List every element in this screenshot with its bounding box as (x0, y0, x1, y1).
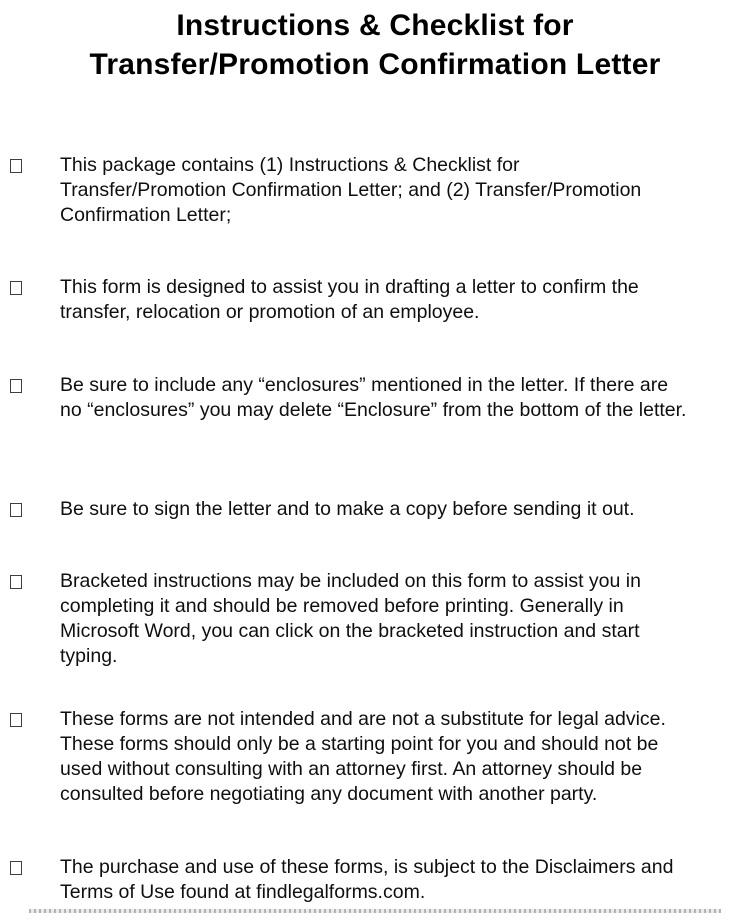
checklist-item-line: used without consulting with an attorney first. An attorney should be (60, 758, 643, 780)
checklist-item-line: Confirmation Letter; (60, 204, 232, 226)
checklist-item-text (60, 153, 641, 228)
checklist-item-line: This form is designed to assist you in drafting a letter to confirm the (60, 276, 639, 298)
checklist-item (0, 373, 750, 423)
checklist-item-line: typing. (60, 645, 118, 667)
checklist-item-line: Microsoft Word, you can click on the bracketed instruction and start (60, 620, 640, 642)
checklist-item-line: transfer, relocation or promotion of an employee. (60, 301, 480, 323)
checklist-item-text (60, 707, 666, 807)
checklist-item-text (60, 497, 635, 522)
checklist-item (0, 569, 750, 669)
checkbox-icon (10, 713, 22, 727)
checklist-item-line: Transfer/Promotion Confirmation Letter; and (2) Transfer/Promotion (60, 179, 642, 201)
checklist-item-line: Be sure to include any “enclosures” mentioned in the letter. If there are (60, 374, 669, 396)
checklist-item-line: Bracketed instructions may be included on this form to assist you in (60, 570, 641, 592)
page-title-line-2: Transfer/Promotion Confirmation Letter (89, 48, 661, 81)
checklist-item-line: Be sure to sign the letter and to make a copy before sending it out. (60, 498, 635, 520)
checklist-item-text (60, 569, 641, 669)
checklist-item (0, 153, 750, 228)
checkbox-icon (10, 159, 22, 173)
checklist-item-line: completing it and should be removed before printing. Generally in (60, 595, 624, 617)
checklist-item (0, 707, 750, 807)
checklist-item (0, 497, 750, 522)
checkbox-icon (10, 861, 22, 875)
checklist-item-line: These forms should only be a starting point for you and should not be (60, 733, 659, 755)
checklist-item-text (60, 373, 686, 423)
instructions-checklist (0, 153, 750, 905)
checklist-item-line: These forms are not intended and are not a substitute for legal advice. (60, 708, 666, 730)
checkbox-icon (10, 379, 22, 393)
checklist-item-line: no “enclosures” you may delete “Enclosure” from the bottom of the letter. (60, 399, 687, 421)
checklist-item-text (60, 855, 673, 905)
checklist-item-line: consulted before negotiating any document with another party. (60, 783, 598, 805)
checklist-item-line: Terms of Use found at findlegalforms.com. (60, 881, 426, 903)
checklist-item (0, 275, 750, 325)
checklist-item-line: This package contains (1) Instructions & Checklist for (60, 154, 520, 176)
checklist-item-line: The purchase and use of these forms, is subject to the Disclaimers and (60, 856, 674, 878)
checklist-item-text (60, 275, 639, 325)
checklist-item (0, 855, 750, 905)
page-edge-divider (29, 909, 721, 913)
page-title-line-1: Instructions & Checklist for (176, 9, 574, 42)
checkbox-icon (10, 503, 22, 517)
page-title (0, 0, 750, 84)
checkbox-icon (10, 575, 22, 589)
checkbox-icon (10, 281, 22, 295)
